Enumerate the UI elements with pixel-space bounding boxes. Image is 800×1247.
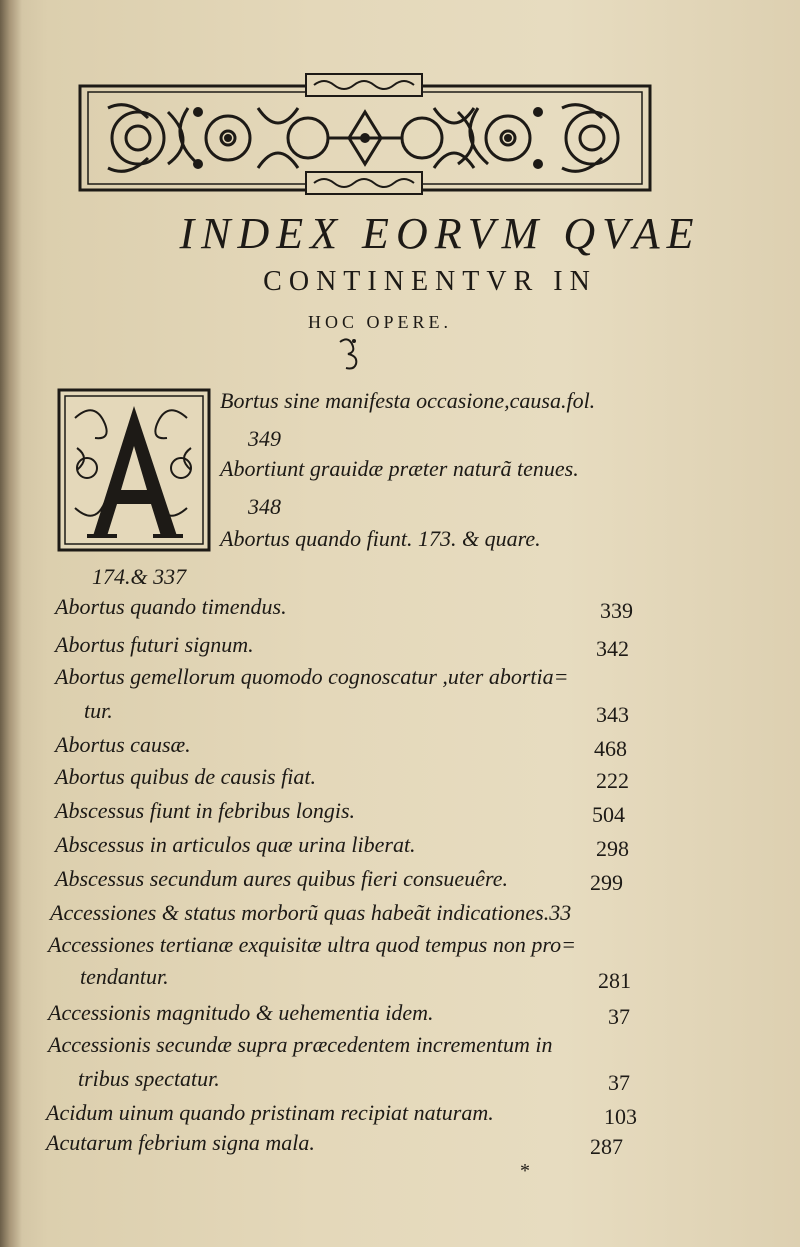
index-entry-page-number: 504 — [592, 802, 625, 827]
index-entry-text: Abortus quando timendus. — [55, 594, 287, 619]
index-entry-page-number: 343 — [596, 702, 629, 727]
index-title-line-3: HOC OPERE. — [307, 312, 452, 332]
index-entry-page-number: 37 — [608, 1070, 630, 1095]
index-entry-text: Accessiones tertianæ exquisitæ ultra quod tempus non pro= — [48, 932, 576, 957]
index-entry-text: Accessiones & status morborũ quas habeãt indicationes.33 — [50, 900, 572, 925]
index-entry-text: Abortus causæ. — [55, 732, 191, 757]
index-entry-text: Acutarum febrium signa mala. — [46, 1130, 315, 1155]
index-entry-continuation: tur. — [84, 698, 113, 723]
index-entry-text: Abortus quibus de causis fiat. — [55, 764, 316, 789]
decorated-initial-A — [57, 388, 211, 552]
index-entry-page-number: 339 — [600, 598, 633, 623]
index-entry-text: Accessionis secundæ supra præcedentem incrementum in — [48, 1032, 553, 1057]
index-entry-text: Abscessus secundum aures quibus fieri consueuêre. — [55, 866, 508, 891]
index-entry-text: Abortus quando fiunt. 173. & quare. — [220, 526, 541, 551]
index-entry-text: Acidum uinum quando pristinam recipiat naturam. — [46, 1100, 494, 1125]
index-entry-page-number: 103 — [604, 1104, 637, 1129]
index-entry-page-number: 287 — [590, 1134, 623, 1159]
index-entry-page-number: 281 — [598, 968, 631, 993]
index-entry-continuation: 174.& 337 — [92, 564, 187, 589]
fleuron-ornament — [336, 336, 362, 370]
index-entry-page-number: 222 — [596, 768, 629, 793]
index-entry-text: Bortus sine manifesta occasione,causa.fol. — [220, 388, 596, 413]
index-entry-page-number: 468 — [594, 736, 627, 761]
index-entry-text: Abortiunt grauidæ præter naturã tenues. — [220, 456, 579, 481]
index-entry-page-number: 37 — [608, 1004, 630, 1029]
floral-headpiece-ornament — [78, 72, 652, 196]
index-entry-continuation: 349 — [248, 426, 281, 451]
index-entry-continuation: tendantur. — [80, 964, 169, 989]
index-entry-text: Abortus gemellorum quomodo cognoscatur ,uter abortia= — [55, 664, 569, 689]
catchword: * — [520, 1160, 530, 1182]
index-entry-continuation: tribus spectatur. — [78, 1066, 220, 1091]
index-entry-continuation: 348 — [248, 494, 281, 519]
index-title-line-1: INDEX EORVM QVAE — [179, 209, 701, 258]
index-entry-text: Abortus futuri signum. — [55, 632, 254, 657]
index-entry-text: Accessionis magnitudo & uehementia idem. — [48, 1000, 434, 1025]
index-entry-text: Abscessus in articulos quæ urina liberat. — [55, 832, 416, 857]
index-entry-page-number: 299 — [590, 870, 623, 895]
index-title-line-2: CONTINENTVR IN — [263, 266, 597, 297]
index-entry-page-number: 342 — [596, 636, 629, 661]
index-entry-page-number: 298 — [596, 836, 629, 861]
index-entry-text: Abscessus fiunt in febribus longis. — [55, 798, 356, 823]
